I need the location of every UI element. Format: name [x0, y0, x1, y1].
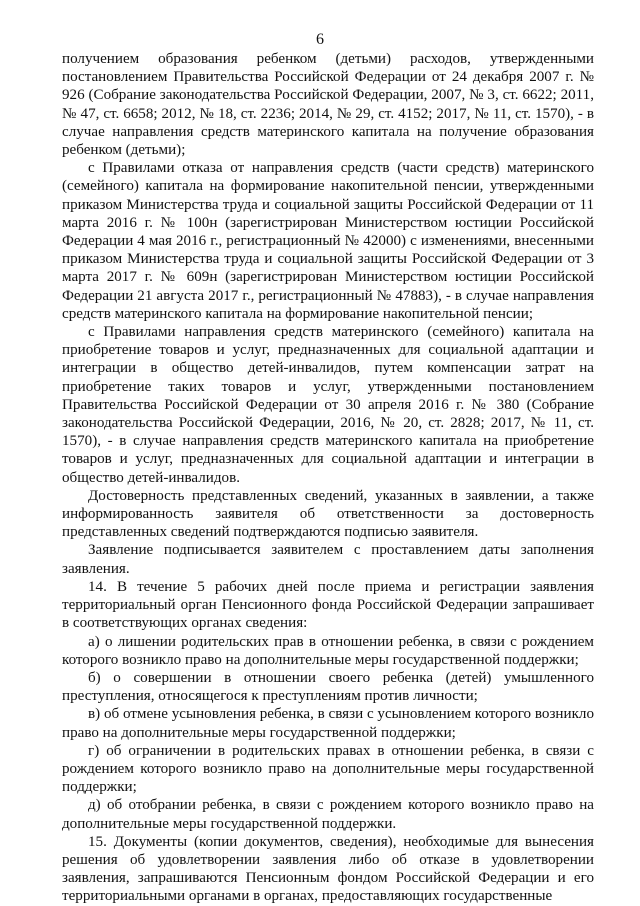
paragraph-pension-refusal-rules: с Правилами отказа от направления средств (части средств) материнского (семейного) капитала на формирование накопительной пенсии, утвержденными приказом Министерства труда и социальной защиты Российской Федерации от 11 марта 2016 г. № 100н (зарегистрирован Министерством юстиции Российской Федерации 4 мая 2016 г., регистрационный № 42000) с изменениями, внесенными приказом Министерства труда и социальной защиты Российской Федерации от 3 марта 2017 г. № 609н (зарегистрирован Министерством юстиции Российской Федерации 21 августа 2017 г., регистрационный № 47883), - в случае направления средств материнского капитала на формирование накопительной пенсии; [62, 160, 594, 322]
paragraph-accuracy-statement: Достоверность представленных сведений, указанных в заявлении, а также информированность заявителя об ответственности за достоверность представленных сведений подтверждаются подписью заявителя. [62, 487, 594, 541]
paragraph-item-14-g: г) об ограничении в родительских правах в отношении ребенка, в связи с рождением которого возникло право на дополнительные меры государственной поддержки; [62, 742, 594, 796]
paragraph-item-14: 14. В течение 5 рабочих дней после приема и регистрации заявления территориальный орган Пенсионного фонда Российской Федерации запрашивает в соответствующих органах сведения: [62, 578, 594, 632]
paragraph-continuation-education-rules: получением образования ребенком (детьми) расходов, утвержденными постановлением Правительства Российской Федерации от 24 декабря 2007 г. № 926 (Собрание законодательства Российской Федерации, 2007, № 3, ст. 6622; 2011, № 47, ст. 6658; 2012, № 18, ст. 2236; 2014, № 29, ст. 4152; 2017, № 11, ст. 1570), - в случае направления средств материнского капитала на получение образования ребенком (детьми); [62, 51, 594, 159]
paragraph-item-14-a: а) о лишении родительских прав в отношении ребенка, в связи с рождением которого возникло право на дополнительные меры государственной поддержки; [62, 633, 594, 668]
paragraph-item-14-v: в) об отмене усыновления ребенка, в связи с усыновлением которого возникло право на дополнительные меры государственной поддержки; [62, 706, 594, 741]
paragraph-item-14-b: б) о совершении в отношении своего ребенка (детей) умышленного преступления, относящегося к преступлениям против личности; [62, 669, 594, 705]
document-body [62, 50, 594, 906]
paragraph-disabled-children-rules: с Правилами направления средств материнского (семейного) капитала на приобретение товаров и услуг, предназначенных для социальной адаптации и интеграции в общество детей-инвалидов, путем компенсации затрат на приобретение таких товаров и услуг, утвержденными постановлением Правительства Российской Федерации от 30 апреля 2016 г. № 380 (Собрание законодательства Российской Федерации, 2016, № 20, ст. 2828; 2017, № 11, ст. 1570), - в случае направления средств материнского капитала на приобретение товаров и услуг, предназначенных для социальной адаптации и интеграции в общество детей-инвалидов. [62, 324, 594, 486]
paragraph-signature-statement: Заявление подписывается заявителем с проставлением даты заполнения заявления. [62, 542, 594, 577]
page-number: 6 [316, 31, 324, 48]
paragraph-item-15: 15. Документы (копии документов, сведения), необходимые для вынесения решения об удовлетворении заявления либо об отказе в удовлетворении заявления, запрашиваются Пенсионным фондом Российской Федерации и его территориальными органами в органах, предоставляющих государственные [62, 833, 594, 905]
paragraph-item-14-d: д) об отобрании ребенка, в связи с рождением которого возникло право на дополнительные меры государственной поддержки. [62, 797, 594, 832]
